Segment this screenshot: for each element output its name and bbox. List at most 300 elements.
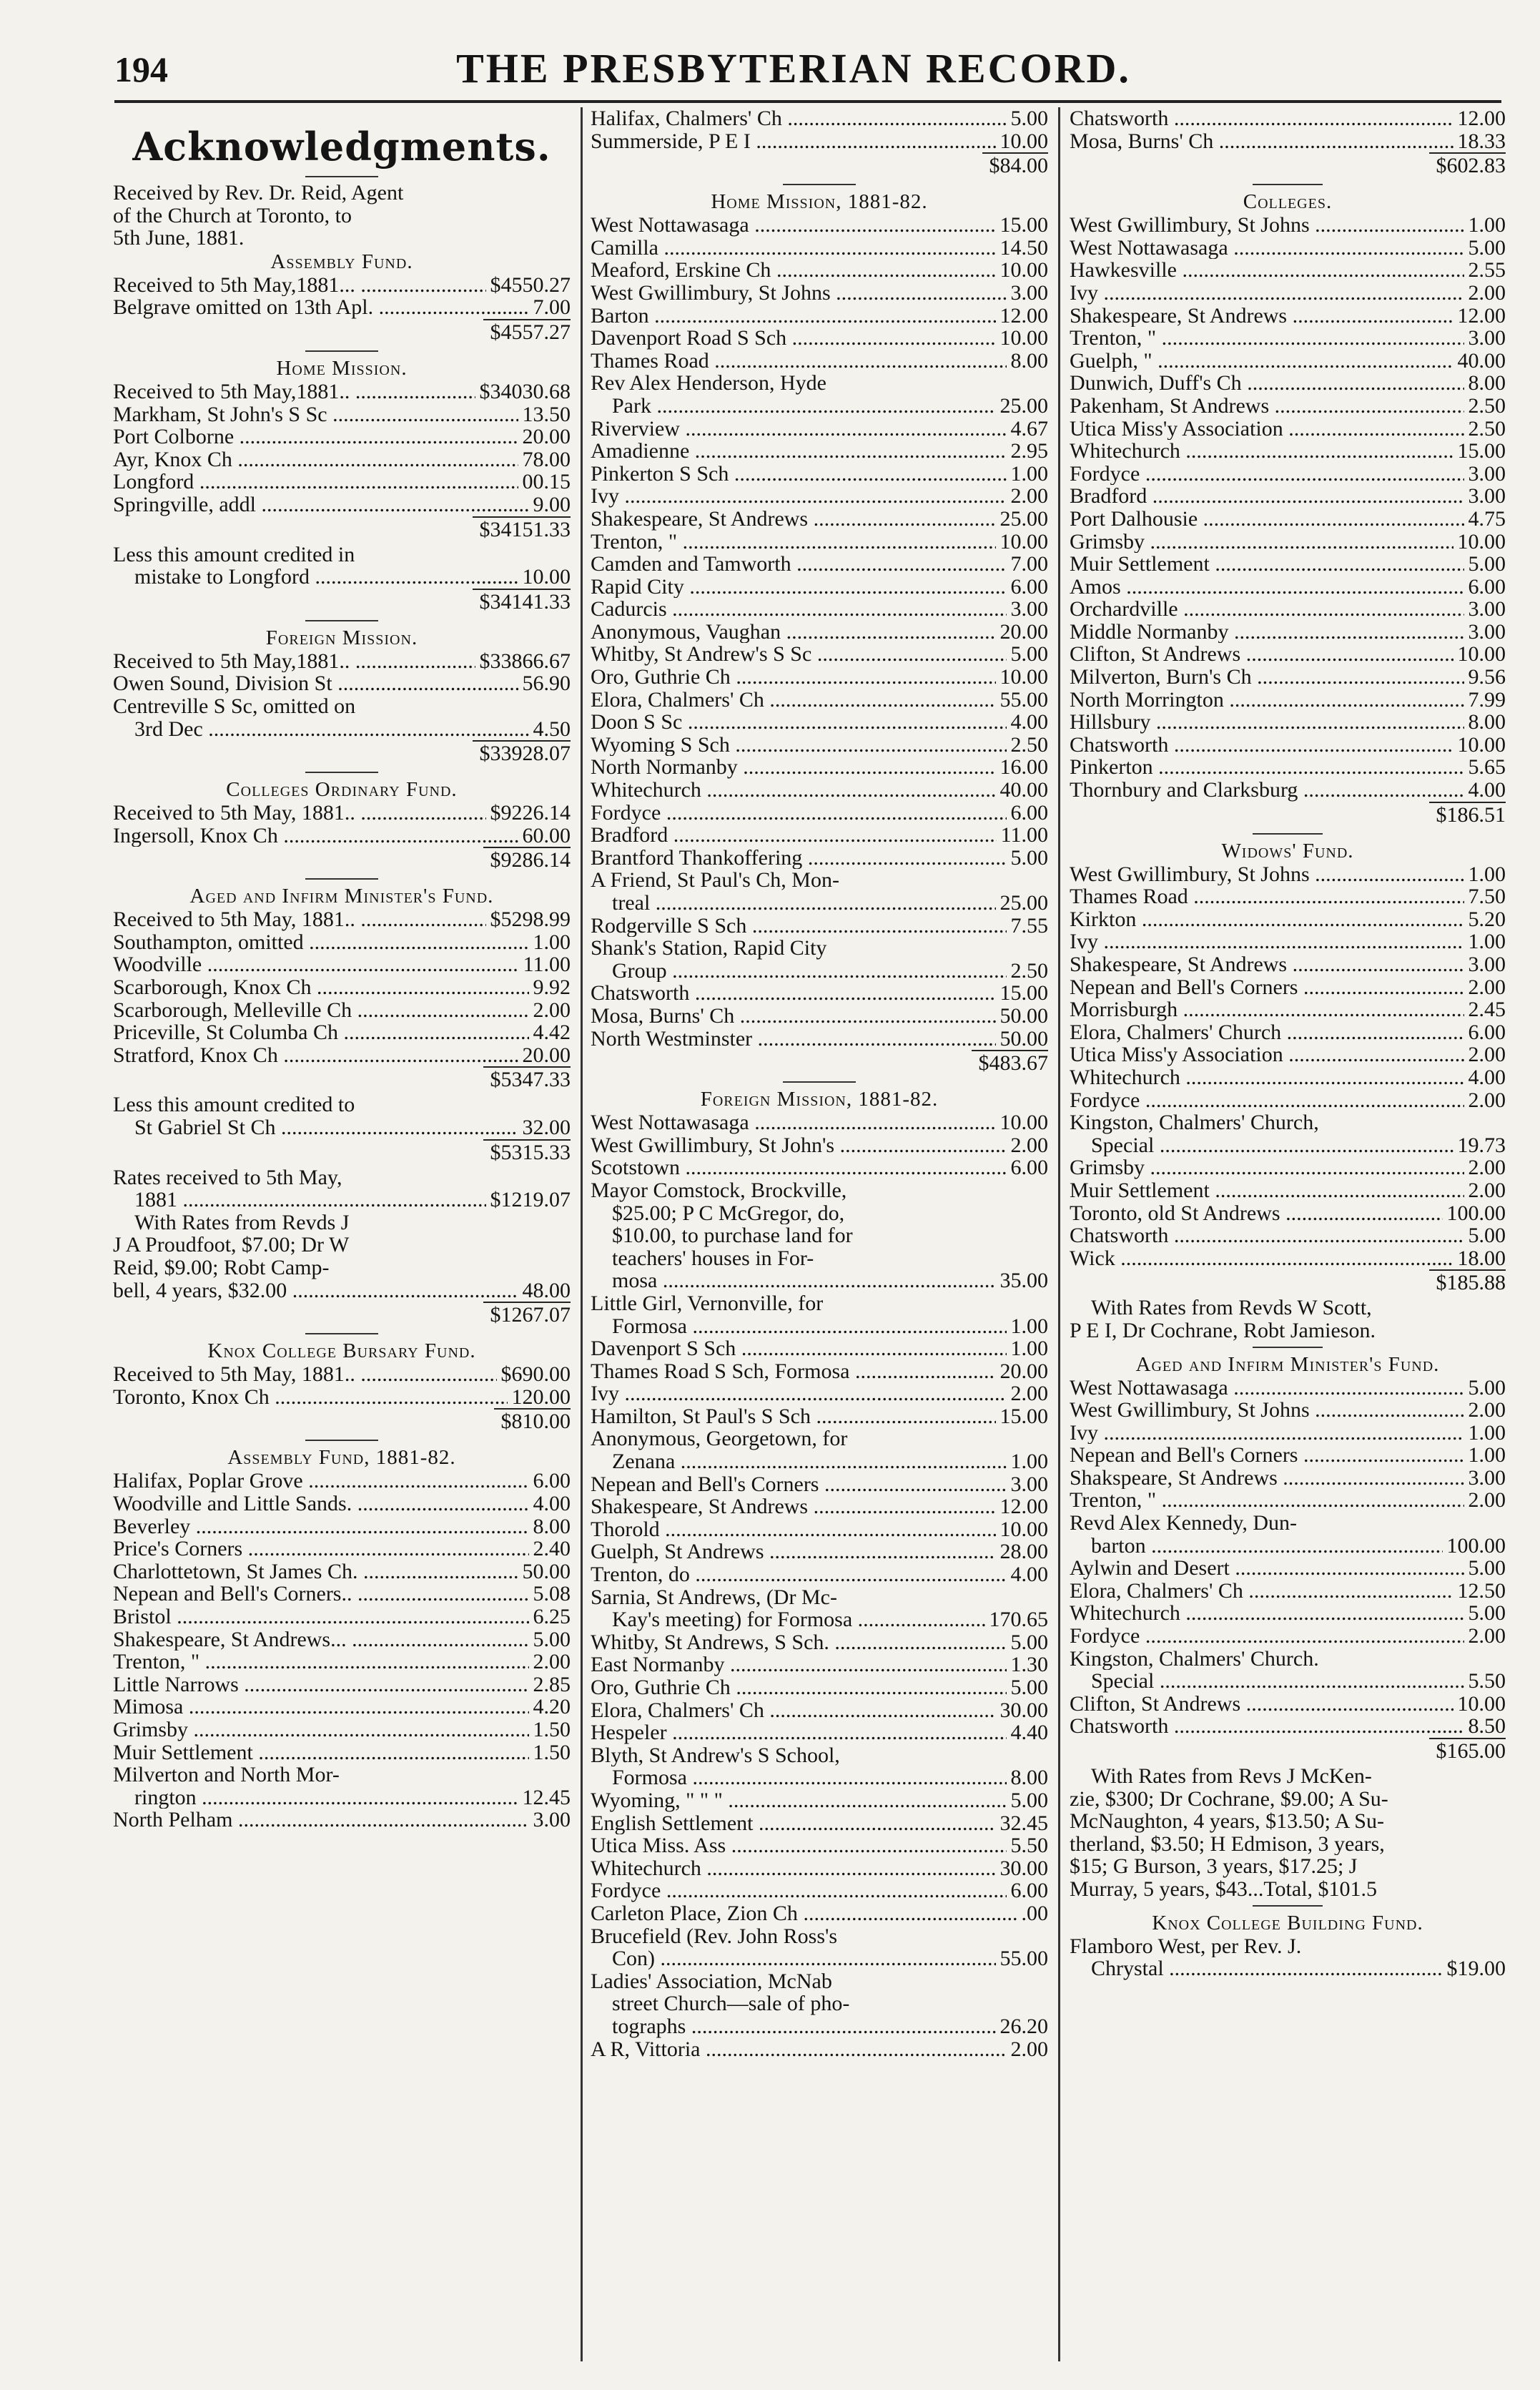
entry-label: Whitechurch ..... [1070, 440, 1453, 463]
entry-label: West Gwillimbury, St Johns ..... [591, 282, 1007, 305]
entry-label: Received to 5th May,1881.. ..... [113, 380, 475, 403]
entry-row [113, 1189, 571, 1211]
text-line: Ladies' Association, McNab [591, 1969, 832, 1993]
text-line: Less this amount credited in [113, 543, 355, 566]
text-line: $10.00, to purchase land for [612, 1224, 853, 1247]
entry-amount: 26.20 [999, 2015, 1048, 2038]
total-row [113, 1139, 571, 1166]
entry-row [113, 1386, 571, 1409]
page-number: 194 [114, 49, 168, 89]
entry-label: 1881 ..... [134, 1189, 486, 1211]
entry-amount: 2.00 [1468, 1088, 1506, 1112]
entry-label: Wyoming, " " " ..... [591, 1789, 1007, 1812]
entry-label: Elora, Chalmers' Church ..... [1070, 1021, 1464, 1044]
entry-row [1070, 1377, 1506, 1400]
total-amount: $5315.33 [483, 1139, 571, 1166]
text-line: Murray, 5 years, $43...Total, $101.5 [1070, 1877, 1378, 1901]
entry-row [1070, 553, 1506, 576]
entry-label: North Normanby ..... [591, 756, 996, 779]
entry-amount: 2.00 [1010, 1133, 1048, 1157]
entry-row [113, 999, 571, 1022]
entry-label: West Nottawasaga ..... [591, 214, 996, 237]
entry-row [1070, 930, 1506, 953]
entry-amount: 2.45 [1468, 998, 1506, 1021]
entry-row [113, 1560, 571, 1583]
column-divider-1 [581, 107, 583, 2361]
entry-label: West Gwillimbury, St John's ..... [591, 1134, 1007, 1157]
entry-row [1070, 1156, 1506, 1179]
entry-row [591, 1382, 1048, 1405]
entry-label: Whitechurch ..... [1070, 1602, 1464, 1625]
entry-label: Hespeler ..... [591, 1721, 1007, 1744]
entry-amount: 12.00 [999, 304, 1048, 328]
section-separator [1070, 829, 1506, 839]
entry-amount: 15.00 [999, 1405, 1048, 1428]
text-line: Mayor Comstock, Brockville, [591, 1179, 847, 1202]
text-line: Centreville S Sc, omitted on [113, 694, 356, 718]
entry-label: Received to 5th May, 1881.. ..... [113, 908, 486, 931]
total-amount: $483.67 [972, 1050, 1049, 1077]
entry-amount: 78.00 [522, 448, 571, 471]
entry-row [113, 493, 571, 516]
entry-label: Charlottetown, St James Ch. ..... [113, 1560, 518, 1583]
entry-amount: 48.00 [522, 1279, 571, 1302]
entry-row [1070, 107, 1506, 130]
entry-row [113, 403, 571, 426]
entry-row [591, 756, 1048, 779]
entry-label: Rodgerville S Sch ..... [591, 915, 1007, 938]
entry-amount: 1.00 [1468, 930, 1506, 953]
entry-row [1070, 1179, 1506, 1202]
entry-amount: 3.00 [1468, 485, 1506, 508]
entry-amount: 2.50 [1010, 733, 1048, 757]
entry-amount: 5.00 [1010, 1631, 1048, 1654]
entry-row [1070, 1089, 1506, 1112]
entry-row [1070, 1580, 1506, 1603]
entry-label: Nepean and Bell's Corners.. ..... [113, 1583, 529, 1605]
entry-label: Pakenham, St Andrews ..... [1070, 395, 1464, 418]
entry-label: Wick ..... [1070, 1247, 1453, 1270]
entry-amount: 2.00 [1010, 2037, 1048, 2061]
entry-label: Little Narrows ..... [113, 1673, 529, 1696]
entry-row [1070, 1444, 1506, 1467]
entry-row [591, 1360, 1048, 1383]
entry-label: Woodville ..... [113, 953, 519, 976]
entry-label: Special ..... [1091, 1134, 1453, 1157]
entry-row [1070, 1957, 1506, 1980]
entry-label: Barton ..... [591, 305, 996, 328]
entry-amount: 20.00 [999, 620, 1048, 644]
entry-label: Elora, Chalmers' Ch ..... [591, 1699, 996, 1722]
entry-amount: 10.00 [522, 566, 571, 589]
entry-amount: 19.73 [1457, 1133, 1506, 1157]
entry-row [1070, 305, 1506, 328]
entry-row [1070, 863, 1506, 886]
entry-label: Camilla ..... [591, 237, 996, 260]
text-line: J A Proudfoot, $7.00; Dr W [113, 1234, 350, 1257]
entry-label: West Nottawasaga ..... [1070, 1377, 1464, 1400]
total-amount: $33928.07 [473, 740, 571, 767]
entry-row [1070, 1021, 1506, 1044]
total-row [113, 740, 571, 767]
entry-row [1070, 508, 1506, 531]
entry-row [113, 274, 571, 297]
entry-row [591, 1857, 1048, 1880]
entry-label: Pinkerton S Sch ..... [591, 463, 1007, 486]
entry-amount: 13.50 [522, 403, 571, 426]
entry-row [113, 1021, 571, 1044]
entry-row [113, 566, 571, 589]
entry-label: Special ..... [1091, 1670, 1464, 1693]
entry-row [591, 1563, 1048, 1586]
entry-row [591, 598, 1048, 621]
entry-label: Guelph, " ..... [1070, 350, 1453, 373]
entry-row [1070, 463, 1506, 486]
page-title: Acknowledgments. [132, 124, 551, 169]
entry-amount: $34030.68 [479, 380, 571, 403]
entry-row [1070, 395, 1506, 418]
entry-label: Toronto, old St Andrews ..... [1070, 1202, 1443, 1225]
entry-row [113, 1809, 571, 1831]
entry-amount: 8.00 [533, 1515, 571, 1538]
entry-label: Morrisburgh ..... [1070, 998, 1464, 1021]
section-separator [113, 1435, 571, 1445]
section-heading: Knox College Bursary Fund. [207, 1339, 476, 1363]
entry-row [591, 734, 1048, 757]
entry-row [1070, 621, 1506, 644]
section-separator [1070, 1342, 1506, 1352]
entry-label: Con) ..... [612, 1947, 996, 1970]
entry-row [591, 1156, 1048, 1179]
entry-amount: 2.00 [1010, 1382, 1048, 1405]
entry-label: Summerside, P E I ..... [591, 130, 996, 153]
entry-amount: 12.45 [522, 1786, 571, 1809]
entry-row [1070, 440, 1506, 463]
entry-label: East Normanby ..... [591, 1653, 1007, 1676]
entry-amount: 4.00 [1468, 779, 1506, 802]
entry-row [1070, 756, 1506, 779]
entry-row [591, 1134, 1048, 1157]
entry-row [1070, 1557, 1506, 1580]
entry-amount: 3.00 [1468, 1466, 1506, 1490]
entry-row [1070, 1489, 1506, 1512]
entry-amount: $9226.14 [490, 802, 571, 825]
entry-amount: 8.00 [1468, 711, 1506, 734]
entry-row [591, 259, 1048, 282]
entry-amount: 7.99 [1468, 688, 1506, 712]
entry-row [591, 485, 1048, 508]
entry-row [113, 1583, 571, 1605]
entry-label: Utica Miss. Ass ..... [591, 1834, 1007, 1857]
total-row [591, 152, 1048, 180]
entry-row [1070, 689, 1506, 712]
entry-amount: 32.45 [999, 1811, 1048, 1835]
entry-row [113, 1116, 571, 1139]
entry-amount: 3.00 [533, 1809, 571, 1831]
entry-label: Brantford Thankoffering ..... [591, 847, 1007, 870]
entry-row [591, 915, 1048, 938]
entry-row [1070, 1066, 1506, 1089]
entry-amount: 10.00 [999, 327, 1048, 350]
entry-amount: 7.55 [1010, 914, 1048, 938]
text-line: Anonymous, Georgetown, for [591, 1427, 848, 1451]
entry-row [591, 1902, 1048, 1925]
entry-row [1070, 1399, 1506, 1422]
entry-row [591, 1834, 1048, 1857]
entry-row [591, 508, 1048, 531]
text-line: Sarnia, St Andrews, (Dr Mc- [591, 1585, 837, 1609]
entry-label: mosa ..... [612, 1269, 996, 1292]
entry-row [1070, 1134, 1506, 1157]
text-line: With Rates from Revs J McKen- [1091, 1765, 1372, 1788]
entry-amount: 5.00 [1468, 1376, 1506, 1400]
text-line: zie, $300; Dr Cochrane, $9.00; A Su- [1070, 1787, 1388, 1811]
entry-amount: 10.00 [1457, 530, 1506, 554]
entry-label: Davenport Road S Sch ..... [591, 327, 996, 350]
text-line: Less this amount credited to [113, 1093, 355, 1117]
entry-amount: 5.00 [533, 1628, 571, 1651]
entry-amount: 1.00 [1468, 1444, 1506, 1467]
entry-row [591, 1789, 1048, 1812]
entry-row [591, 802, 1048, 825]
entry-amount: 4.40 [1010, 1721, 1048, 1744]
section-heading: Home Mission, 1881-82. [711, 190, 928, 214]
entry-amount: 3.00 [1468, 620, 1506, 644]
entry-label: Elora, Chalmers' Ch ..... [1070, 1580, 1453, 1603]
total-amount: $165.00 [1429, 1738, 1506, 1765]
entry-label: St Gabriel St Ch ..... [134, 1116, 518, 1139]
entry-amount: 2.40 [533, 1538, 571, 1560]
entry-amount: 5.20 [1468, 908, 1506, 931]
entry-row [591, 463, 1048, 486]
text-line: Reid, $9.00; Robt Camp- [113, 1257, 330, 1279]
entry-row [591, 440, 1048, 463]
entry-row [113, 296, 571, 319]
entry-row [591, 1608, 1048, 1631]
entry-row [1070, 1693, 1506, 1716]
entry-row [591, 1812, 1048, 1835]
entry-label: West Nottawasaga ..... [1070, 237, 1464, 260]
total-row [113, 1066, 571, 1093]
text-line: Rates received to 5th May, [113, 1166, 342, 1189]
entry-row [1070, 908, 1506, 931]
entry-amount: 10.00 [999, 1111, 1048, 1134]
entry-row [1070, 1043, 1506, 1066]
entry-label: Price's Corners ..... [113, 1538, 529, 1560]
entry-label: Clifton, St Andrews ..... [1070, 643, 1453, 666]
entry-row [1070, 1202, 1506, 1225]
entry-label: Shakespeare, St Andrews ..... [1070, 305, 1453, 328]
section-heading: Knox College Building Fund. [1152, 1911, 1423, 1934]
entry-amount: 9.92 [533, 976, 571, 999]
entry-amount: 10.00 [1457, 643, 1506, 667]
entry-row [591, 1111, 1048, 1134]
entry-label: Ingersoll, Knox Ch ..... [113, 825, 518, 847]
entry-row [591, 1879, 1048, 1902]
entry-amount: 2.50 [1010, 959, 1048, 983]
entry-amount: 3.00 [1010, 281, 1048, 305]
entry-label: Stratford, Knox Ch ..... [113, 1044, 518, 1067]
entry-amount: 1.00 [1468, 214, 1506, 237]
entry-label: North Pelham ..... [113, 1809, 529, 1831]
entry-amount: 3.00 [1010, 598, 1048, 621]
entry-row [1070, 1715, 1506, 1738]
entry-label: Dunwich, Duff's Ch ..... [1070, 372, 1464, 395]
entry-label: Halifax, Poplar Grove ..... [113, 1470, 529, 1492]
entry-label: Kirkton ..... [1070, 908, 1464, 931]
entry-amount: 15.00 [999, 982, 1048, 1005]
entry-row [591, 531, 1048, 554]
entry-amount: 5.00 [1468, 1557, 1506, 1580]
entry-row [113, 672, 571, 695]
entry-amount: 35.00 [999, 1269, 1048, 1292]
entry-amount: 3.00 [1010, 1472, 1048, 1496]
entry-label: Trenton, do ..... [591, 1563, 1007, 1586]
entry-label: Fordyce ..... [1070, 1625, 1464, 1648]
entry-label: barton ..... [1091, 1535, 1443, 1558]
entry-row [1070, 282, 1506, 305]
entry-amount: 2.50 [1468, 394, 1506, 418]
entry-amount: 30.00 [999, 1857, 1048, 1880]
entry-amount: 6.00 [1010, 575, 1048, 599]
total-row [1070, 802, 1506, 829]
entry-row [113, 1538, 571, 1560]
entry-row [591, 847, 1048, 870]
entry-row [591, 2015, 1048, 2038]
entry-amount: 00.15 [522, 471, 571, 493]
entry-amount: 6.00 [533, 1470, 571, 1492]
total-amount: $9286.14 [483, 847, 571, 874]
text-line: Received by Rev. Dr. Reid, Agent [113, 182, 404, 205]
entry-row [113, 1718, 571, 1741]
entry-label: Scarborough, Melleville Ch ..... [113, 999, 529, 1022]
text-line: Blyth, St Andrew's S School, [591, 1744, 840, 1767]
entry-label: treal ..... [612, 892, 996, 915]
entry-amount: 1.00 [1468, 1421, 1506, 1445]
entry-amount: 11.00 [523, 953, 571, 977]
total-amount: $4557.27 [483, 319, 571, 346]
entry-amount: 4.00 [1010, 711, 1048, 734]
entry-row [591, 305, 1048, 328]
entry-amount: 5.00 [1010, 846, 1048, 870]
entry-amount: 5.00 [1010, 643, 1048, 667]
entry-amount: 8.50 [1468, 1715, 1506, 1738]
entry-row [591, 576, 1048, 599]
entry-label: Nepean and Bell's Corners ..... [1070, 1444, 1464, 1467]
entry-label: Pinkerton ..... [1070, 756, 1464, 779]
entry-label: Orchardville ..... [1070, 598, 1464, 621]
text-line: $15; G Burson, 3 years, $17.25; J [1070, 1855, 1358, 1878]
entry-row [113, 1651, 571, 1673]
entry-label: Ivy ..... [591, 485, 1007, 508]
entry-label: Cadurcis ..... [591, 598, 1007, 621]
entry-row [1070, 711, 1506, 734]
entry-label: rington ..... [134, 1786, 518, 1809]
entry-label: bell, 4 years, $32.00 ..... [113, 1279, 518, 1302]
text-line: therland, $3.50; H Edmison, 3 years, [1070, 1832, 1385, 1856]
entry-amount: 5.00 [1468, 1224, 1506, 1247]
entry-row [113, 1044, 571, 1067]
entry-label: Chrystal ..... [1091, 1957, 1443, 1980]
entry-row [1070, 327, 1506, 350]
entry-row [591, 553, 1048, 576]
entry-amount: 10.00 [1457, 1692, 1506, 1716]
entry-amount: 170.65 [989, 1608, 1048, 1631]
entry-label: Hamilton, St Paul's S Sch ..... [591, 1405, 996, 1428]
entry-amount: $5298.99 [490, 908, 571, 931]
text-line: Brucefield (Rev. John Ross's [591, 1924, 838, 1948]
entry-amount: 55.00 [999, 1947, 1048, 1970]
section-heading: Assembly Fund, 1881-82. [227, 1446, 456, 1470]
entry-label: Hawkesville ..... [1070, 259, 1464, 282]
entry-row [113, 718, 571, 741]
entry-row [591, 779, 1048, 802]
entry-amount: 10.00 [999, 666, 1048, 689]
entry-amount: 3.00 [1468, 953, 1506, 976]
entry-amount: 5.00 [1468, 553, 1506, 576]
entry-amount: $1219.07 [490, 1189, 571, 1211]
entry-row [591, 1028, 1048, 1051]
entry-amount: 1.00 [1468, 862, 1506, 886]
entry-row [1070, 531, 1506, 554]
entry-amount: 50.00 [999, 1027, 1048, 1051]
entry-label: Southampton, omitted ..... [113, 931, 529, 954]
entry-row [1070, 598, 1506, 621]
entry-amount: 2.00 [533, 998, 571, 1022]
entry-label: Wyoming S Sch ..... [591, 734, 1007, 757]
entry-row [113, 976, 571, 999]
entry-amount: 50.00 [999, 1004, 1048, 1028]
entry-amount: 2.50 [1468, 417, 1506, 441]
entry-label: Toronto, Knox Ch ..... [113, 1386, 508, 1409]
entry-amount: 1.00 [1010, 1450, 1048, 1473]
entry-amount: 11.00 [1000, 824, 1048, 847]
entry-label: Trenton, " ..... [591, 531, 996, 554]
entry-label: Shakespeare, St Andrews ..... [1070, 953, 1464, 976]
total-row [113, 589, 571, 616]
text-line: teachers' houses in For- [612, 1246, 814, 1270]
section-heading: Aged and Infirm Minister's Fund. [1135, 1352, 1440, 1376]
text-line: Little Girl, Vernonville, for [591, 1292, 824, 1315]
section-heading: Aged and Infirm Minister's Fund. [189, 885, 494, 908]
total-amount: $185.88 [1429, 1269, 1506, 1297]
entry-label: Port Dalhousie ..... [1070, 508, 1464, 531]
total-row [1070, 152, 1506, 180]
entry-amount: 4.75 [1468, 507, 1506, 531]
entry-label: Amadienne ..... [591, 440, 1007, 463]
entry-row [1070, 1602, 1506, 1625]
entry-amount: 7.00 [1010, 553, 1048, 576]
section-heading: Foreign Mission. [265, 626, 418, 649]
entry-label: Woodville and Little Sands. ..... [113, 1492, 529, 1515]
entry-amount: 14.50 [999, 236, 1048, 260]
entry-label: Camden and Tamworth ..... [591, 553, 1007, 576]
total-amount: $84.00 [982, 152, 1049, 180]
entry-amount: $19.00 [1446, 1957, 1506, 1980]
section-heading: Colleges Ordinary Fund. [226, 778, 458, 802]
entry-amount: 4.67 [1010, 417, 1048, 441]
section-heading: Widows' Fund. [1221, 839, 1354, 862]
entry-label: Shakespeare, St Andrews ..... [591, 1495, 996, 1518]
entry-amount: 3.00 [1468, 598, 1506, 621]
entry-label: Formosa ..... [612, 1766, 1007, 1789]
total-amount: $34141.33 [473, 589, 571, 616]
entry-amount: 4.00 [1468, 1066, 1506, 1089]
entry-label: Ivy ..... [1070, 930, 1464, 953]
entry-row [591, 1337, 1048, 1360]
entry-row [591, 1653, 1048, 1676]
entry-row [591, 418, 1048, 441]
